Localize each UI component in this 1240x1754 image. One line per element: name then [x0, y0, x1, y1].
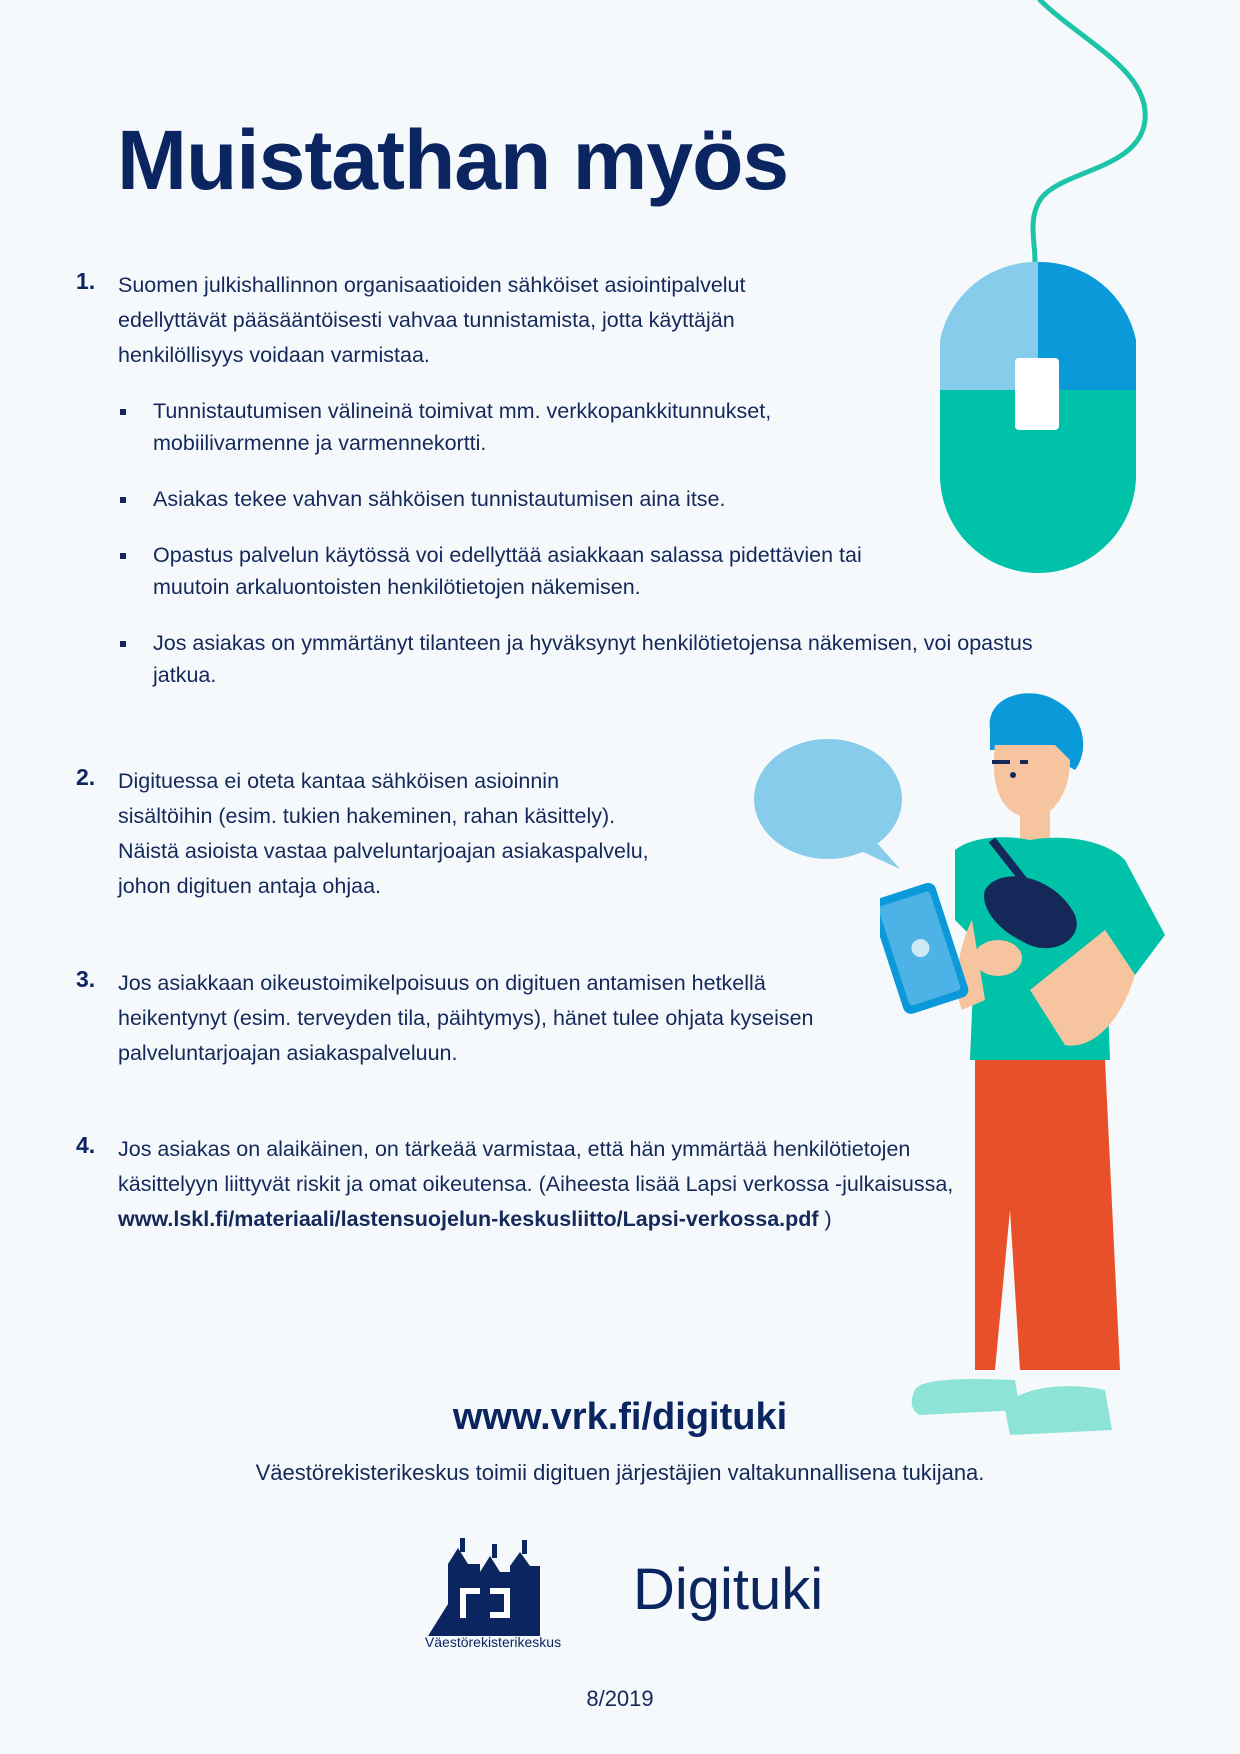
computer-mouse-icon — [930, 0, 1150, 580]
item-number: 2. — [76, 764, 96, 790]
item-number: 4. — [76, 1132, 96, 1158]
page-title: Muistathan myös — [117, 113, 789, 207]
bullet-item: Jos asiakas on ymmärtänyt tilanteen ja hyväksynyt henkilötietojensa näkemisen, voi opastus jatkua. — [118, 627, 1033, 691]
logo-caption: Väestörekisterikeskus — [424, 1634, 562, 1650]
website-link[interactable]: www.vrk.fi/digituki — [452, 1396, 788, 1438]
link-suffix: ) — [818, 1207, 832, 1231]
bullet-item: Tunnistautumisen välineinä toimivat mm. verkkopankkitunnukset, mobiilivarmenne ja varmennekortti. — [118, 395, 873, 459]
list-item-4 — [76, 1132, 954, 1237]
bullet-item: Opastus palvelun käytössä voi edellyttää asiakkaan salassa pidettävien tai muutoin arkaluontoisten henkilötietojen näkemisen. — [118, 539, 873, 603]
list-item-1 — [76, 268, 1033, 715]
item-text-body: Jos asiakas on alaikäinen, on tärkeää varmistaa, että hän ymmärtää henkilötietojen käsittelyyn liittyvät riskit ja omat oikeutensa. (Aiheesta lisää Lapsi verkossa -julkaisussa, — [118, 1137, 954, 1196]
item-text: Jos asiakkaan oikeustoimikelpoisuus on digituen antamisen hetkellä heikentynyt (esim. terveyden tila, päihtymys), hänet tulee ohjata kyseisen palveluntarjoajan asiakaspalveluun. — [118, 971, 814, 1065]
brand-name: Digituki — [633, 1557, 824, 1622]
item-number: 3. — [76, 966, 96, 992]
tagline: Väestörekisterikeskus toimii digituen järjestäjien valtakunnallisena tukijana. — [255, 1460, 985, 1485]
publication-link-url[interactable]: www.lskl.fi/materiaali/lastensuojelun-keskusliitto/Lapsi-verkossa.pdf — [118, 1207, 819, 1231]
item-text — [118, 1132, 958, 1237]
item-text: Digituessa ei oteta kantaa sähköisen asioinnin sisältöihin (esim. tukien hakeminen, rahan käsittely). Näistä asioista vastaa palveluntarjoajan asiakaspalvelu, johon digituen antaja ohjaa. — [118, 769, 649, 898]
publication-link[interactable] — [118, 1202, 958, 1237]
list-item-3 — [76, 966, 936, 1071]
vrk-logo — [408, 1536, 578, 1656]
vrk-logo-icon — [408, 1536, 578, 1636]
item-text: Suomen julkishallinnon organisaatioiden sähköiset asiointipalvelut edellyttävät pääsääntöisesti vahvaa tunnistamista, jotta käyttäjän henkilöllisyys voidaan varmistaa. — [118, 273, 746, 367]
bullet-item: Asiakas tekee vahvan sähköisen tunnistautumisen aina itse. — [118, 483, 873, 515]
publication-date: 8/2019 — [586, 1686, 654, 1711]
bullet-list — [118, 395, 1033, 691]
item-number: 1. — [76, 268, 96, 294]
person-with-tablet-icon — [880, 690, 1180, 1440]
